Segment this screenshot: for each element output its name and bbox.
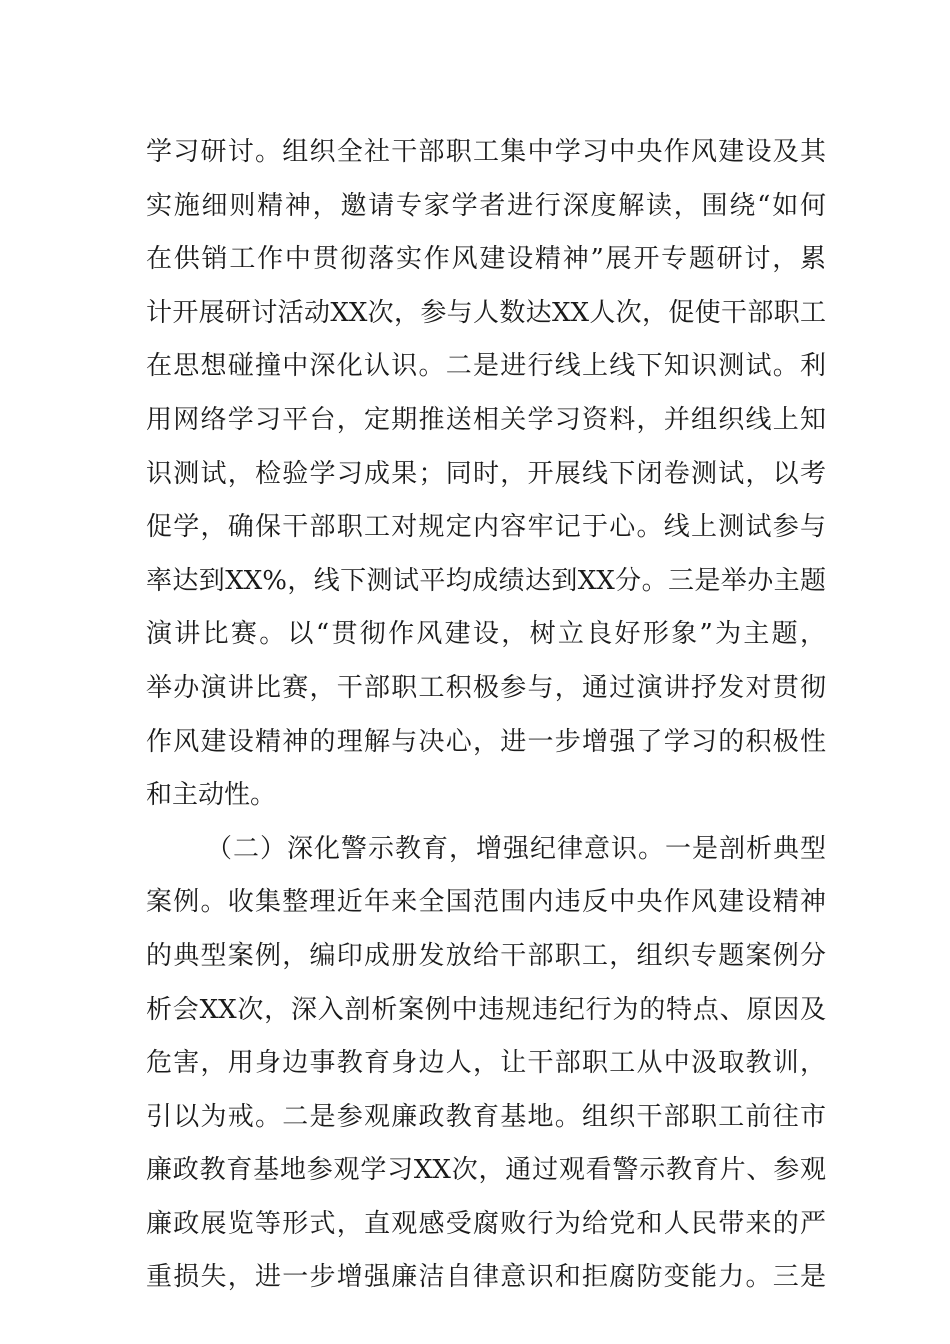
text-line: 案例。收集整理近年来全国范围内违反中央作风建设精神 bbox=[146, 887, 826, 918]
text-line: 识测试，检验学习成果；同时，开展线下闭卷测试，以考 bbox=[146, 458, 826, 489]
body-text bbox=[146, 126, 826, 1305]
text-line: 在供销工作中贯彻落实作风建设精神”展开专题研讨，累 bbox=[146, 244, 826, 275]
text-line: 引以为戒。二是参观廉政教育基地。组织干部职工前往市 bbox=[146, 1101, 826, 1132]
text-line: 举办演讲比赛，干部职工积极参与，通过演讲抒发对贯彻 bbox=[146, 672, 826, 703]
text-line: 实施细则精神，邀请专家学者进行深度解读，围绕“如何 bbox=[146, 190, 826, 221]
text-line: 促学，确保干部职工对规定内容牢记于心。线上测试参与 bbox=[146, 512, 826, 543]
text-line: 演讲比赛。以“贯彻作风建设，树立良好形象”为主题， bbox=[146, 619, 826, 650]
text-line: 的典型案例，编印成册发放给干部职工，组织专题案例分 bbox=[146, 940, 826, 971]
text-line: 率达到XX%，线下测试平均成绩达到XX分。三是举办主题 bbox=[146, 565, 826, 596]
text-line: 重损失，进一步增强廉洁自律意识和拒腐防变能力。三是 bbox=[146, 1262, 826, 1293]
text-line: 危害，用身边事教育身边人，让干部职工从中汲取教训， bbox=[146, 1048, 826, 1079]
text-line: 廉政教育基地参观学习XX次，通过观看警示教育片、参观 bbox=[146, 1155, 826, 1186]
text-line: 在思想碰撞中深化认识。二是进行线上线下知识测试。利 bbox=[146, 351, 826, 382]
text-line: 廉政展览等形式，直观感受腐败行为给党和人民带来的严 bbox=[146, 1208, 826, 1239]
text-line: 学习研讨。组织全社干部职工集中学习中央作风建设及其 bbox=[146, 137, 826, 167]
text-line: 作风建设精神的理解与决心，进一步增强了学习的积极性 bbox=[146, 726, 826, 757]
text-line: 和主动性。 bbox=[146, 780, 277, 811]
section-heading-line: （二）深化警示教育，增强纪律意识。一是剖析典型 bbox=[206, 833, 826, 864]
text-line: 用网络学习平台，定期推送相关学习资料，并组织线上知 bbox=[146, 404, 826, 435]
text-line: 析会XX次，深入剖析案例中违规违纪行为的特点、原因及 bbox=[146, 994, 826, 1025]
text-line: 计开展研讨活动XX次，参与人数达XX人次，促使干部职工 bbox=[146, 297, 826, 328]
